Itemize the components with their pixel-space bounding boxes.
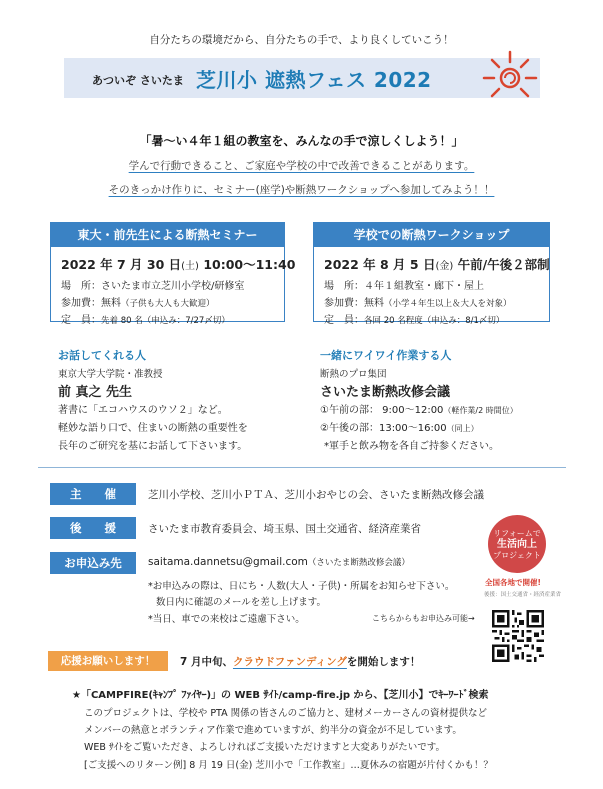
crowdfunding-announcement: 7 月中旬、クラウドファンディングを開始します！: [180, 656, 421, 668]
seminar-capacity: 定 員：先着 80 名（申込み：7/27〆切）: [61, 315, 230, 326]
badge-caption: 全国各地で開催!: [485, 578, 541, 587]
lead-line-1: 学んで行動できること、ご家庭や学校の中で改善できることがあります。: [128, 160, 475, 172]
seminar-fee: 参加費：無料（子供も大人も大歓迎）: [61, 298, 215, 309]
workshop-capacity: 定 員：各回 20 名程度（申込み：8/1〆切）: [324, 315, 505, 326]
header-subtitle: あついぞ さいたま: [92, 74, 184, 87]
workshop-date: 2022 年 8 月 5 日(金) 午前/午後２部制: [324, 257, 550, 272]
speaker-name: 前 真之 先生: [58, 385, 133, 400]
organizer-label: 主 催: [50, 483, 136, 505]
apply-note-2: 数日内に確認のメールを差し上げます。: [156, 597, 327, 608]
campfire-body-1: このプロジェクトは、学校や PTA 関係の皆さんのご協力と、建材メーカーさんの資材提供など: [84, 708, 487, 719]
seminar-title: 東大・前先生による断熱セミナー: [51, 223, 284, 247]
apply-email[interactable]: saitama.dannetsu@gmail.com: [148, 556, 308, 568]
seminar-date: 2022 年 7 月 30 日(土) 10:00～11:40: [61, 257, 296, 272]
speaker-affiliation: 東京大学大学院・准教授: [58, 369, 163, 380]
tagline: 自分たちの環境だから、自分たちの手で、より良くしていこう！: [149, 34, 454, 46]
campfire-body-2: メンバーの熱意とボランティア作業で進めていますが、約半分の資金が不足しています。: [84, 725, 462, 736]
workshop-box: [313, 222, 550, 326]
group-name: さいたま断熱改修会議: [320, 385, 451, 400]
campfire-headline: ★「CAMPFIRE(ｷｬﾝﾌﾟ ﾌｧｲﾔｰ)」の WEB ｻｲﾄ/camp-fire.jp から、【芝川小】でｷｰﾜｰﾄﾞ検索: [72, 690, 489, 701]
supporter-label: 後 援: [50, 517, 136, 539]
workshop-fee: 参加費：無料（小学４年生以上＆大人を対象）: [324, 298, 512, 309]
organizer-text: 芝川小学校、芝川小ＰＴＡ、芝川小おやじの会、さいたま断熱改修会議: [148, 489, 484, 501]
workshop-sessions: ①午前の部： 9:00～12:00（軽作業/2 時間位） ②午後の部：13:00～16:00（同上） *軍手と飲み物を各自ご持参ください。: [320, 405, 518, 452]
sun-icon: [480, 48, 540, 104]
campfire-body-3: WEB ｻｲﾄをご覧いただき、よろしければご支援いただけますと大変ありがたいです。: [84, 742, 446, 753]
apply-note-3: *当日、車での来校はご遠慮下さい。: [148, 614, 305, 625]
workshop-title: 学校での断熱ワークショップ: [314, 223, 549, 247]
support-banner: 応援お願いします！: [48, 651, 168, 671]
apply-contact: saitama.dannetsu@gmail.com（さいたま断熱改修会議）: [148, 556, 410, 568]
apply-label: お申込み先: [50, 552, 136, 574]
speaker-desc: 著書に「エコハウスのウソ２」など。 軽妙な語り口で、住まいの断熱の重要性を 長年のご研究を基にお話して下さいます。: [58, 405, 248, 452]
supporter-text: さいたま市教育委員会、埼玉県、国土交通省、経済産業省: [148, 523, 421, 535]
seminar-place: 場 所：さいたま市立芝川小学校/研修室: [61, 281, 245, 292]
seminar-box: [50, 222, 296, 326]
lead-headline: 「暑～い４年１組の教室を、みんなの手で涼しくしよう！」: [139, 134, 464, 148]
apply-note-1: *お申込みの際は、日にち・人数(大人・子供)・所属をお知らせ下さい。: [148, 581, 455, 592]
badge-sponsors: 後援：国土交通省・経済産業省: [484, 592, 562, 598]
group-affiliation: 断熱のプロ集団: [320, 369, 387, 380]
lead-line-2: そのきっかけ作りに、セミナー(座学)や断熱ワークショップへ参加してみよう！！: [108, 184, 495, 196]
qr-code-icon[interactable]: [492, 610, 544, 662]
page-title: 芝川小 遮熱フェス 2022: [196, 68, 432, 92]
workshop-place: 場 所：４年１組教室・廊下・屋上: [324, 281, 484, 292]
divider: [38, 467, 566, 468]
group-heading: 一緒にワイワイ作業する人: [320, 349, 452, 362]
qr-hint: こちらからもお申込み可能→: [372, 614, 475, 623]
reform-project-badge: リフォームで 生活向上 プロジェクト: [488, 515, 546, 573]
return-example: [ご支援へのリターン例] 8 月 19 日(金) 芝川小で「工作教室」…夏休みの宿題が片付くかも！？: [84, 760, 493, 771]
speaker-heading: お話してくれる人: [58, 349, 146, 362]
